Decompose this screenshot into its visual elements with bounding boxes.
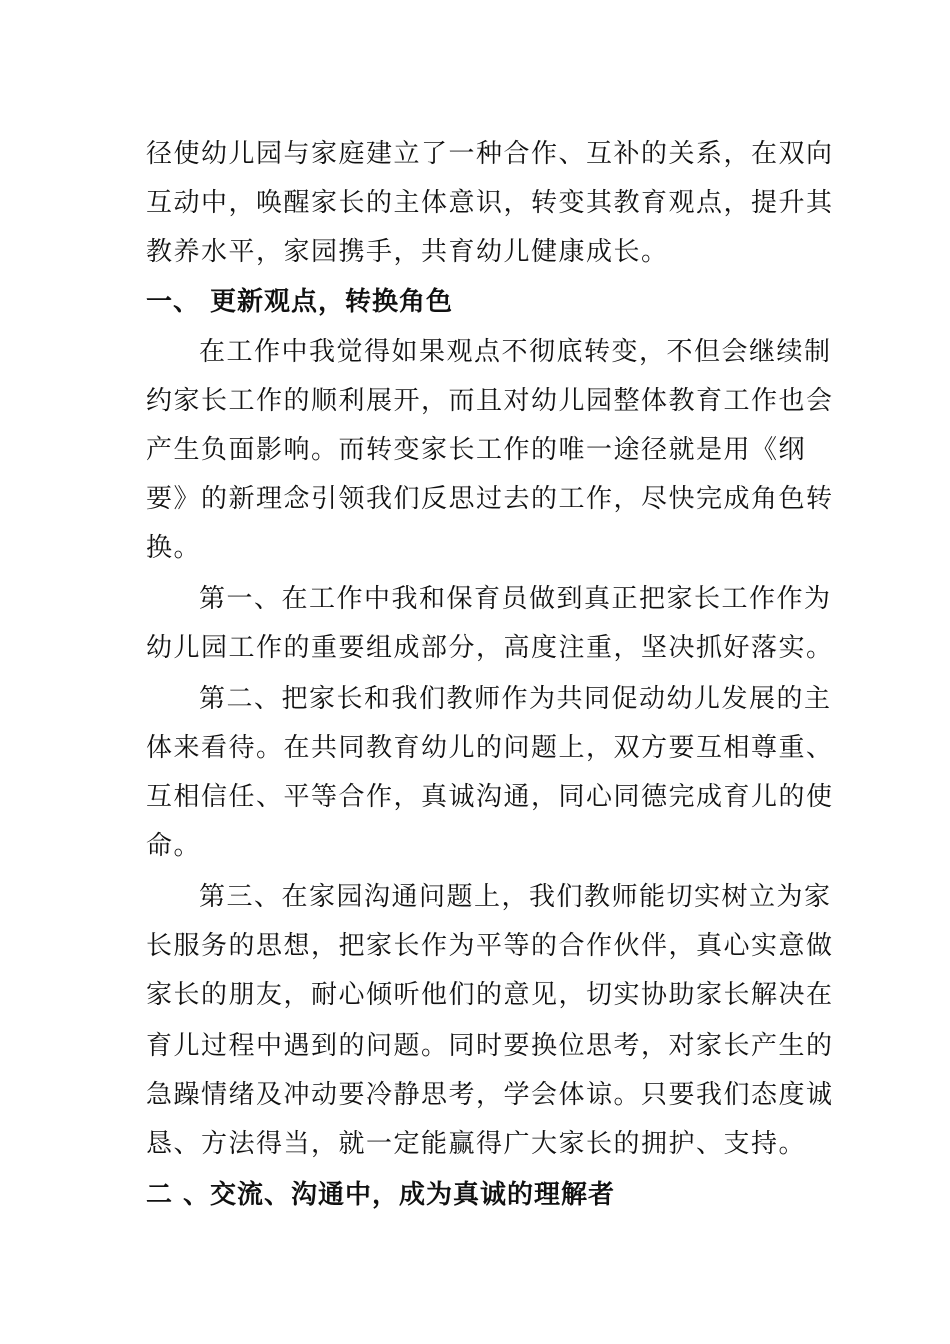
- intro-line: 互动中，唤醒家长的主体意识，转变其教育观点，提升其: [146, 188, 834, 218]
- paragraph-line: 第二、把家长和我们教师作为共同促动幼儿发展的主: [199, 684, 832, 714]
- intro-line: 径使幼儿园与家庭建立了一种合作、互补的关系，在双向: [146, 139, 834, 169]
- paragraph-line: 约家长工作的顺利展开，而且对幼儿园整体教育工作也会: [146, 386, 834, 416]
- paragraph-line: 第三、在家园沟通问题上，我们教师能切实树立为家: [199, 882, 832, 912]
- paragraph-line: 换。: [146, 533, 202, 563]
- paragraph-line: 家长的朋友，耐心倾听他们的意见，切实协助家长解决在: [146, 980, 834, 1010]
- paragraph-line: 在工作中我觉得如果观点不彻底转变，不但会继续制: [199, 337, 832, 367]
- paragraph-line: 育儿过程中遇到的问题。同时要换位思考，对家长产生的: [146, 1031, 834, 1061]
- paragraph-line: 恳、方法得当，就一定能赢得广大家长的拥护、支持。: [146, 1129, 807, 1159]
- intro-line: 教养水平，家园携手，共育幼儿健康成长。: [146, 237, 669, 267]
- paragraph-line: 互相信任、平等合作，真诚沟通，同心同德完成育儿的使: [146, 782, 834, 812]
- paragraph-line: 幼儿园工作的重要组成部分，高度注重，坚决抓好落实。: [146, 633, 834, 663]
- paragraph-line: 产生负面影响。而转变家长工作的唯一途径就是用《纲: [146, 435, 807, 465]
- paragraph-line: 长服务的思想，把家长作为平等的合作伙伴，真心实意做: [146, 931, 834, 961]
- paragraph-line: 第一、在工作中我和保育员做到真正把家长工作作为: [199, 584, 832, 614]
- section-heading-2: 二 、交流、沟通中，成为真诚的理解者: [146, 1180, 616, 1210]
- paragraph-line: 急躁情绪及冲动要冷静思考，学会体谅。只要我们态度诚: [146, 1080, 834, 1110]
- section-heading-1: 一、 更新观点，转换角色: [146, 287, 454, 317]
- paragraph-line: 要》的新理念引领我们反思过去的工作，尽快完成角色转: [146, 484, 834, 514]
- paragraph-line: 体来看待。在共同教育幼儿的问题上，双方要互相尊重、: [146, 733, 834, 763]
- paragraph-line: 命。: [146, 831, 202, 861]
